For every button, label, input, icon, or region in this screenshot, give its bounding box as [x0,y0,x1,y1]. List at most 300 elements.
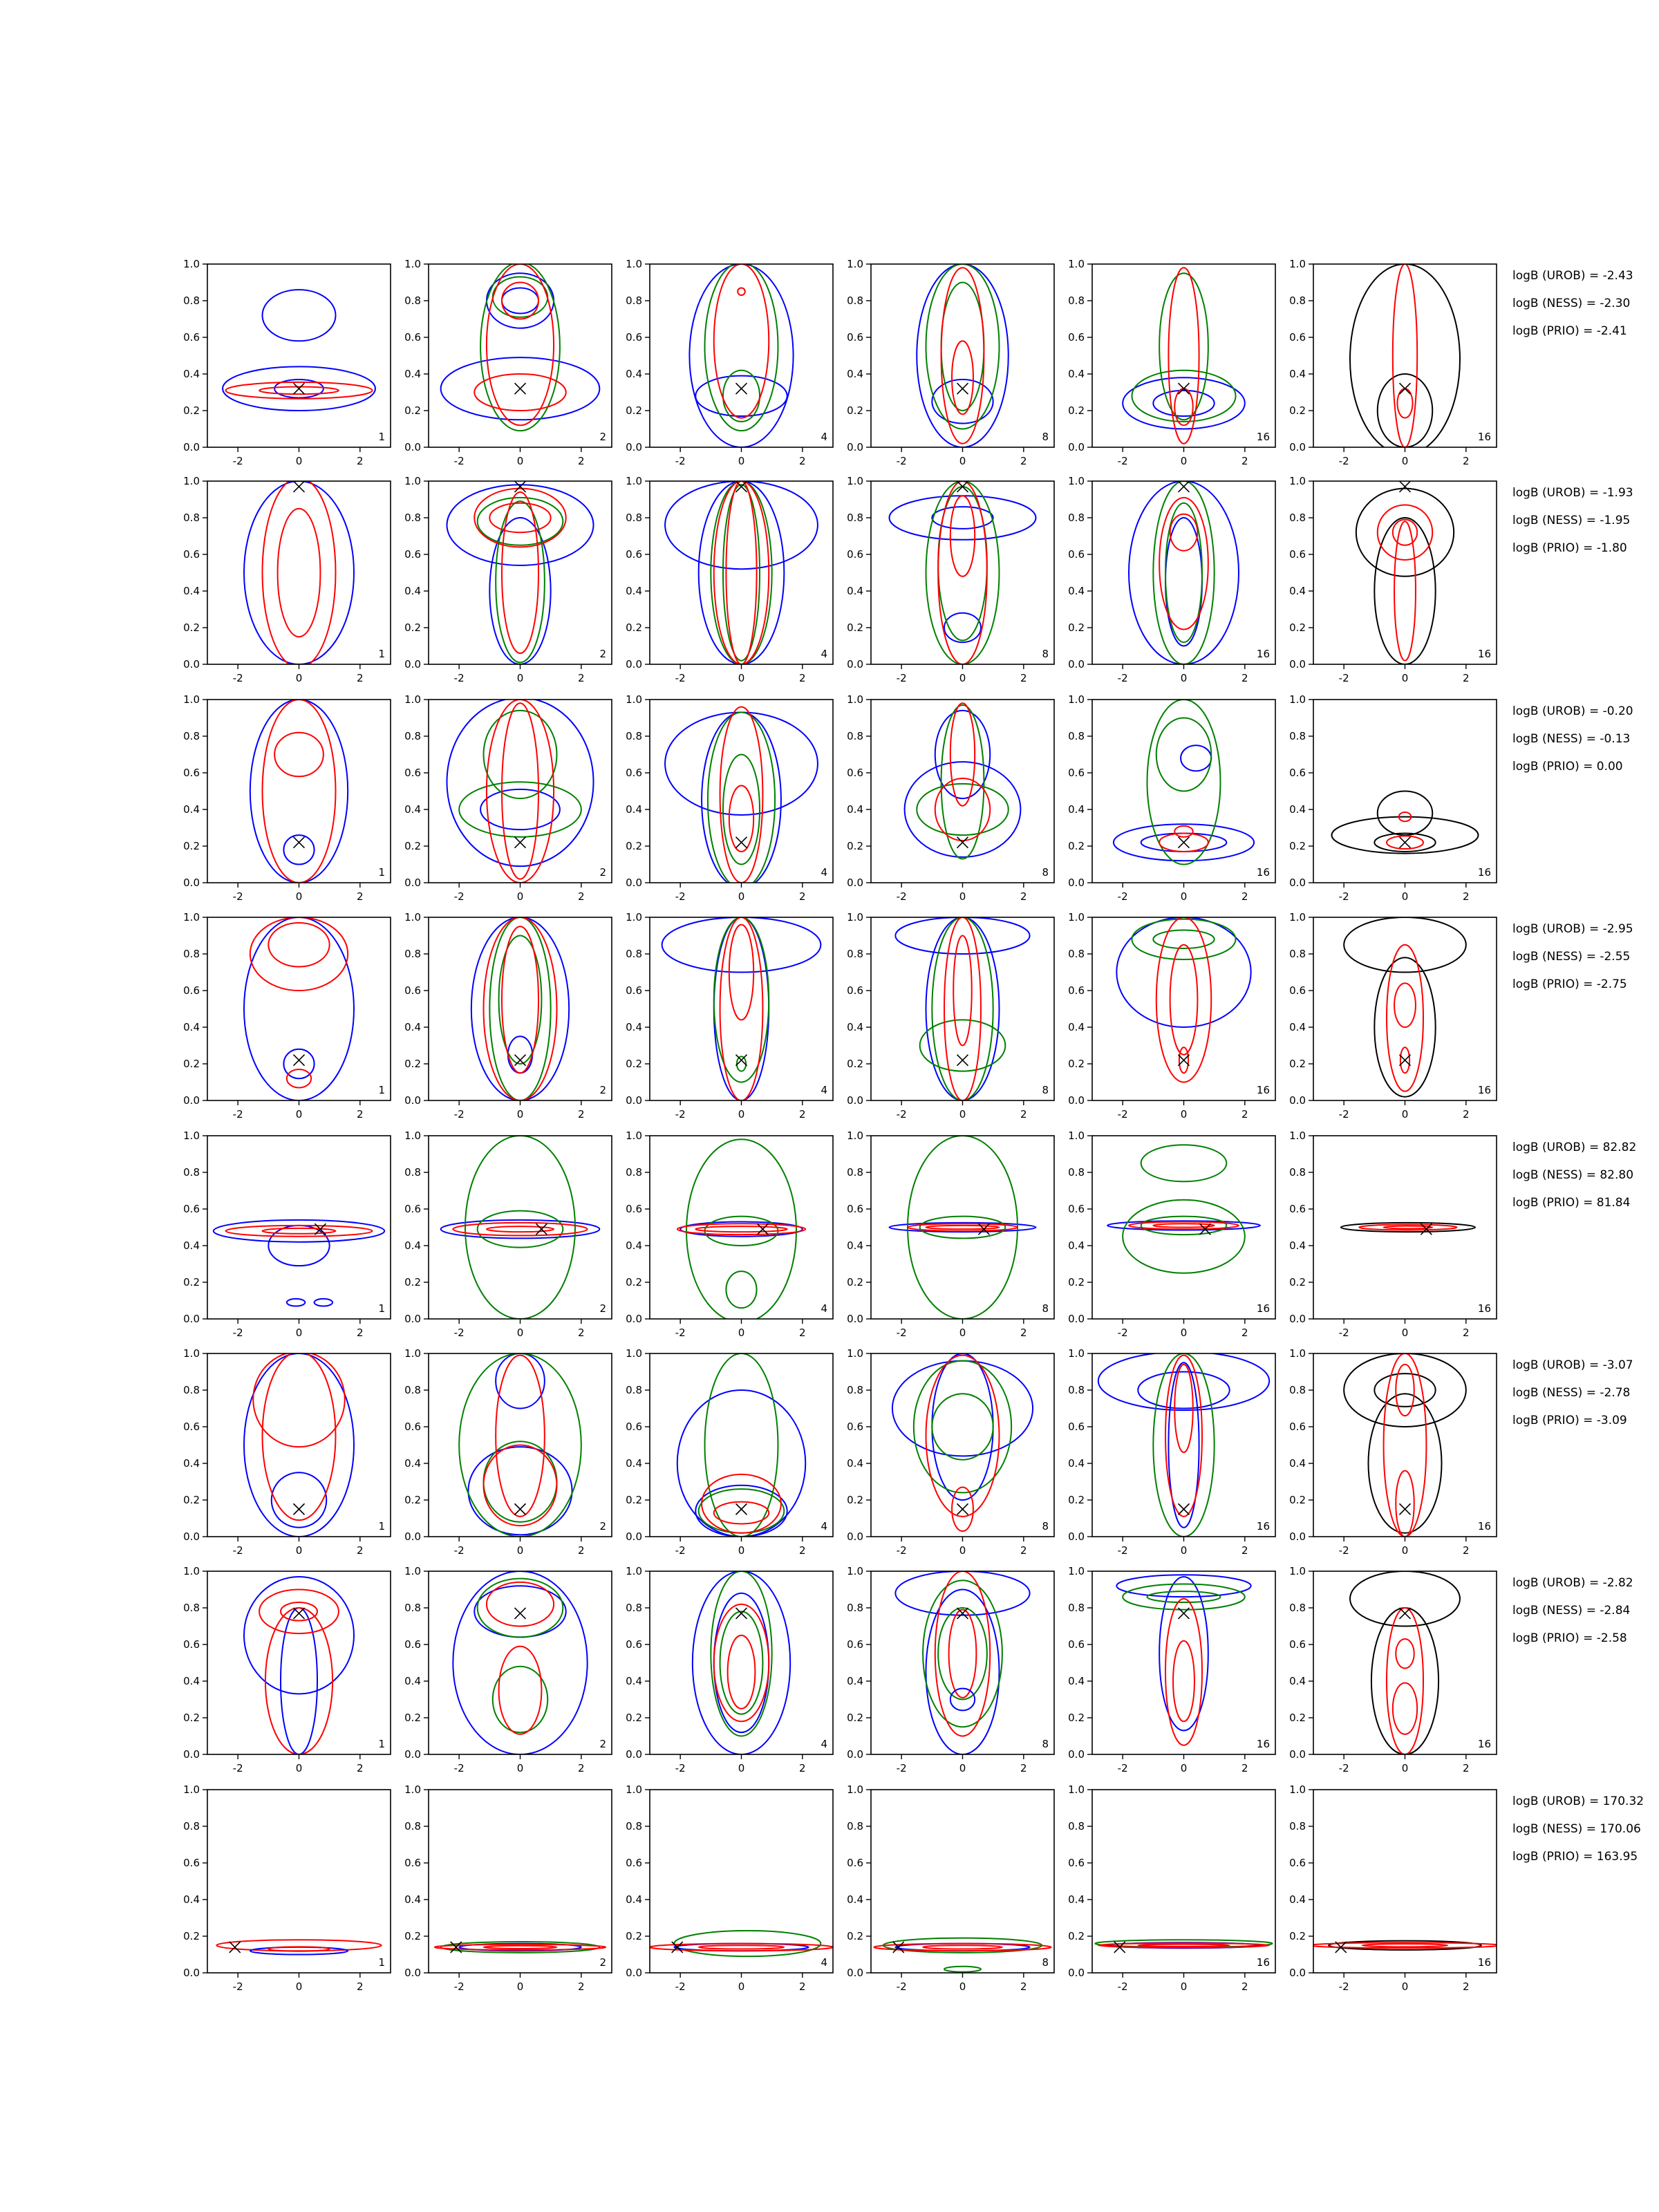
y-tick-label: 0.6 [847,984,863,997]
logb-label-row5: logB (PRIO) = 81.84 [1512,1196,1631,1210]
y-tick-label: 0.4 [1289,1021,1306,1033]
panel-corner-label: 2 [599,1738,606,1750]
y-tick-label: 0.4 [1068,368,1085,380]
y-tick-label: 0.0 [1068,658,1085,671]
y-tick-label: 0.4 [1068,1893,1085,1906]
y-tick-label: 0.4 [183,1675,200,1687]
y-tick-label: 0.2 [1068,1930,1085,1942]
logb-label-row7: logB (NESS) = -2.84 [1512,1604,1631,1618]
x-tick-label: 0 [295,1762,303,1774]
panel-corner-label: 16 [1477,1302,1491,1315]
y-tick-label: 0.0 [1068,1967,1085,1979]
y-tick-label: 1.0 [1068,475,1085,487]
y-tick-label: 0.6 [183,767,200,779]
y-tick-label: 0.8 [1068,730,1085,742]
y-tick-label: 1.0 [1289,1347,1306,1360]
y-tick-label: 0.6 [183,984,200,997]
panel-corner-label: 2 [599,1956,606,1969]
y-tick-label: 0.8 [404,1166,421,1179]
y-tick-label: 0.2 [183,404,200,417]
x-tick-label: 0 [1401,1327,1409,1339]
y-tick-label: 0.6 [626,767,642,779]
y-tick-label: 0.0 [1289,1313,1306,1325]
x-tick-label: 0 [959,672,966,684]
y-tick-label: 1.0 [1289,693,1306,706]
y-tick-label: 0.0 [183,1967,200,1979]
y-tick-label: 0.0 [404,1530,421,1543]
y-tick-label: 0.0 [404,1748,421,1761]
x-tick-label: 0 [516,890,524,903]
panel-corner-label: 2 [599,431,606,443]
x-tick-label: 2 [578,1762,585,1774]
y-tick-label: 0.8 [847,512,863,524]
logb-label-row2: logB (UROB) = -1.93 [1512,486,1633,500]
y-tick-label: 0.0 [847,658,863,671]
y-tick-label: 0.0 [1068,1094,1085,1107]
x-tick-label: -2 [675,1108,686,1121]
y-tick-label: 1.0 [183,1130,200,1142]
y-tick-label: 0.6 [1289,767,1306,779]
y-tick-label: 0.8 [847,1166,863,1179]
y-tick-label: 1.0 [847,911,863,924]
y-tick-label: 0.0 [847,1530,863,1543]
y-tick-label: 0.0 [183,1094,200,1107]
x-tick-label: 0 [1401,672,1409,684]
panel-corner-label: 4 [821,1738,827,1750]
x-tick-label: -2 [1117,1762,1128,1774]
x-tick-label: 2 [578,1980,585,1993]
y-tick-label: 1.0 [1289,1130,1306,1142]
y-tick-label: 0.4 [626,1239,642,1252]
y-tick-label: 0.4 [847,1457,863,1470]
x-tick-label: 2 [1241,672,1248,684]
y-tick-label: 0.6 [1289,984,1306,997]
y-tick-label: 0.8 [626,948,642,960]
x-tick-label: 0 [1401,1108,1409,1121]
y-tick-label: 1.0 [1068,1347,1085,1360]
y-tick-label: 0.6 [1289,1638,1306,1651]
y-tick-label: 0.6 [183,1857,200,1869]
y-tick-label: 0.4 [847,1239,863,1252]
x-tick-label: 0 [295,1108,303,1121]
y-tick-label: 0.0 [183,877,200,889]
y-tick-label: 0.8 [404,294,421,307]
x-tick-label: 2 [1020,1762,1027,1774]
panel-corner-label: 16 [1477,866,1491,879]
panel-corner-label: 8 [1042,648,1049,660]
y-tick-label: 0.8 [1068,1384,1085,1396]
panel-corner-label: 16 [1256,1084,1270,1096]
y-tick-label: 0.6 [847,548,863,561]
logb-label-row8: logB (NESS) = 170.06 [1512,1822,1641,1836]
x-tick-label: 2 [1241,1327,1248,1339]
y-tick-label: 1.0 [1068,1783,1085,1796]
y-tick-label: 0.8 [1068,294,1085,307]
y-tick-label: 0.8 [404,1820,421,1833]
y-tick-label: 0.6 [1068,1203,1085,1215]
y-tick-label: 1.0 [847,258,863,270]
y-tick-label: 1.0 [1289,475,1306,487]
y-tick-label: 1.0 [404,693,421,706]
y-tick-label: 1.0 [183,258,200,270]
x-tick-label: -2 [1117,455,1128,467]
y-tick-label: 0.8 [847,294,863,307]
y-tick-label: 0.8 [1289,1166,1306,1179]
y-tick-label: 0.2 [626,1058,642,1070]
y-tick-label: 0.2 [847,1276,863,1288]
x-tick-label: 2 [1463,1544,1470,1557]
logb-label-row7: logB (PRIO) = -2.58 [1512,1631,1627,1645]
logb-label-row2: logB (PRIO) = -1.80 [1512,541,1627,555]
y-tick-label: 1.0 [1289,1783,1306,1796]
y-tick-label: 1.0 [183,1347,200,1360]
x-tick-label: 2 [799,890,806,903]
x-tick-label: 2 [799,1327,806,1339]
logb-label-row8: logB (UROB) = 170.32 [1512,1794,1644,1808]
x-tick-label: 0 [959,1327,966,1339]
x-tick-label: 0 [1180,1544,1188,1557]
y-tick-label: 0.6 [1289,331,1306,344]
y-tick-label: 0.4 [1289,1239,1306,1252]
x-tick-label: 2 [1463,672,1470,684]
y-tick-label: 1.0 [626,693,642,706]
panel-corner-label: 4 [821,1520,827,1533]
y-tick-label: 0.2 [1068,1276,1085,1288]
y-tick-label: 0.0 [626,1313,642,1325]
y-tick-label: 0.2 [1289,621,1306,634]
x-tick-label: 2 [1463,1327,1470,1339]
y-tick-label: 0.2 [626,1276,642,1288]
y-tick-label: 1.0 [183,1565,200,1577]
y-tick-label: 0.2 [626,840,642,852]
panel-corner-label: 8 [1042,1302,1049,1315]
y-tick-label: 0.8 [183,1820,200,1833]
y-tick-label: 0.2 [1068,1494,1085,1506]
x-tick-label: 0 [516,455,524,467]
y-tick-label: 0.2 [183,1276,200,1288]
y-tick-label: 0.8 [626,1820,642,1833]
y-tick-label: 0.4 [404,803,421,816]
y-tick-label: 1.0 [1068,911,1085,924]
x-tick-label: 2 [578,1544,585,1557]
y-tick-label: 0.6 [1289,1421,1306,1433]
panel-corner-label: 2 [599,648,606,660]
y-tick-label: 0.4 [404,1893,421,1906]
x-tick-label: -2 [1117,1327,1128,1339]
y-tick-label: 0.8 [1289,512,1306,524]
y-tick-label: 0.2 [1068,1712,1085,1724]
x-tick-label: -2 [675,1544,686,1557]
x-tick-label: -2 [1117,1980,1128,1993]
y-tick-label: 0.0 [847,1094,863,1107]
y-tick-label: 0.6 [1068,331,1085,344]
x-tick-label: 0 [1401,1762,1409,1774]
y-tick-label: 0.0 [1289,877,1306,889]
y-tick-label: 0.2 [1068,404,1085,417]
y-tick-label: 1.0 [404,1130,421,1142]
x-tick-label: -2 [675,1980,686,1993]
x-tick-label: -2 [1338,455,1349,467]
y-tick-label: 0.6 [404,767,421,779]
y-tick-label: 0.0 [1068,1313,1085,1325]
x-tick-label: 0 [295,890,303,903]
y-tick-label: 0.2 [404,1712,421,1724]
y-tick-label: 0.4 [404,1239,421,1252]
y-tick-label: 0.4 [404,368,421,380]
x-tick-label: -2 [232,1980,243,1993]
y-tick-label: 0.6 [1289,1203,1306,1215]
y-tick-label: 0.0 [1068,877,1085,889]
x-tick-label: 2 [357,1108,364,1121]
y-tick-label: 0.4 [847,1021,863,1033]
y-tick-label: 0.4 [626,1675,642,1687]
y-tick-label: 0.8 [183,1166,200,1179]
y-tick-label: 0.2 [404,404,421,417]
y-tick-label: 0.2 [1289,1712,1306,1724]
y-tick-label: 0.4 [183,585,200,597]
x-tick-label: 2 [578,455,585,467]
y-tick-label: 1.0 [847,475,863,487]
x-tick-label: 0 [738,455,745,467]
y-tick-label: 0.4 [626,1021,642,1033]
panel-corner-label: 1 [378,1520,385,1533]
x-tick-label: -2 [1338,1544,1349,1557]
y-tick-label: 0.2 [1068,840,1085,852]
x-tick-label: 0 [738,1762,745,1774]
panel-corner-label: 16 [1256,1956,1270,1969]
y-tick-label: 0.2 [183,621,200,634]
logb-label-row1: logB (PRIO) = -2.41 [1512,324,1627,338]
y-tick-label: 1.0 [626,475,642,487]
panel-corner-label: 16 [1477,648,1491,660]
y-tick-label: 1.0 [847,1130,863,1142]
x-tick-label: -2 [453,1108,465,1121]
y-tick-label: 0.6 [1068,1857,1085,1869]
y-tick-label: 0.6 [847,767,863,779]
x-tick-label: -2 [896,1762,907,1774]
y-tick-label: 0.6 [626,1857,642,1869]
y-tick-label: 0.2 [626,1930,642,1942]
y-tick-label: 1.0 [626,911,642,924]
x-tick-label: -2 [1338,672,1349,684]
x-tick-label: -2 [1117,1544,1128,1557]
y-tick-label: 1.0 [1068,693,1085,706]
y-tick-label: 0.4 [626,1457,642,1470]
x-tick-label: 0 [516,1327,524,1339]
y-tick-label: 1.0 [626,1130,642,1142]
panel-corner-label: 16 [1477,1956,1491,1969]
y-tick-label: 0.4 [847,585,863,597]
panel-corner-label: 8 [1042,431,1049,443]
y-tick-label: 1.0 [1068,258,1085,270]
x-tick-label: 0 [1180,1980,1188,1993]
y-tick-label: 0.8 [626,1602,642,1614]
y-tick-label: 0.8 [183,730,200,742]
x-tick-label: 2 [1020,1327,1027,1339]
y-tick-label: 0.6 [847,1203,863,1215]
x-tick-label: 2 [357,1544,364,1557]
y-tick-label: 0.4 [1068,585,1085,597]
y-tick-label: 0.8 [183,948,200,960]
y-tick-label: 0.8 [626,1384,642,1396]
logb-label-row6: logB (NESS) = -2.78 [1512,1386,1631,1400]
y-tick-label: 0.8 [1289,1384,1306,1396]
x-tick-label: 0 [738,1327,745,1339]
x-tick-label: -2 [1117,672,1128,684]
y-tick-label: 0.2 [847,1930,863,1942]
logb-label-row7: logB (UROB) = -2.82 [1512,1576,1633,1590]
y-tick-label: 0.2 [183,1930,200,1942]
y-tick-label: 0.4 [626,585,642,597]
y-tick-label: 0.8 [626,730,642,742]
x-tick-label: 0 [959,1544,966,1557]
x-tick-label: 0 [516,1980,524,1993]
x-tick-label: 2 [357,1762,364,1774]
y-tick-label: 0.0 [1068,1748,1085,1761]
x-tick-label: 2 [1463,890,1470,903]
y-tick-label: 0.0 [1289,1967,1306,1979]
x-tick-label: -2 [1338,890,1349,903]
y-tick-label: 0.6 [1289,548,1306,561]
x-tick-label: 0 [738,1544,745,1557]
y-tick-label: 0.4 [1289,368,1306,380]
y-tick-label: 1.0 [404,475,421,487]
y-tick-label: 1.0 [847,1565,863,1577]
y-tick-label: 0.6 [1068,1421,1085,1433]
panel-corner-label: 16 [1256,866,1270,879]
x-tick-label: 2 [1463,455,1470,467]
y-tick-label: 0.6 [404,1857,421,1869]
y-tick-label: 0.0 [626,1530,642,1543]
y-tick-label: 0.8 [1289,294,1306,307]
x-tick-label: 2 [578,1108,585,1121]
y-tick-label: 0.8 [1289,730,1306,742]
y-tick-label: 0.6 [1289,1857,1306,1869]
y-tick-label: 0.0 [183,1313,200,1325]
y-tick-label: 0.2 [847,404,863,417]
y-tick-label: 0.0 [404,877,421,889]
x-tick-label: -2 [896,455,907,467]
x-tick-label: 2 [1020,1980,1027,1993]
y-tick-label: 0.2 [847,1712,863,1724]
y-tick-label: 0.0 [404,1313,421,1325]
y-tick-label: 0.0 [626,877,642,889]
y-tick-label: 0.4 [1068,803,1085,816]
y-tick-label: 0.8 [626,294,642,307]
x-tick-label: -2 [896,1980,907,1993]
y-tick-label: 0.4 [1289,1675,1306,1687]
x-tick-label: 2 [357,455,364,467]
x-tick-label: 0 [1180,455,1188,467]
x-tick-label: -2 [453,455,465,467]
logb-label-row2: logB (NESS) = -1.95 [1512,514,1631,527]
x-tick-label: 2 [1463,1980,1470,1993]
y-tick-label: 0.6 [404,548,421,561]
x-tick-label: 0 [1401,1980,1409,1993]
y-tick-label: 0.0 [847,1967,863,1979]
y-tick-label: 0.6 [847,1638,863,1651]
x-tick-label: 2 [799,672,806,684]
y-tick-label: 0.0 [183,441,200,453]
panel-corner-label: 4 [821,648,827,660]
panel-corner-label: 1 [378,648,385,660]
y-tick-label: 0.0 [626,1094,642,1107]
x-tick-label: 0 [959,1108,966,1121]
panel-corner-label: 8 [1042,1084,1049,1096]
y-tick-label: 0.2 [847,1494,863,1506]
panel-corner-label: 4 [821,1956,827,1969]
x-tick-label: 0 [1180,672,1188,684]
y-tick-label: 0.6 [404,331,421,344]
logb-label-row3: logB (UROB) = -0.20 [1512,704,1633,718]
y-tick-label: 0.2 [404,621,421,634]
x-tick-label: -2 [232,1544,243,1557]
x-tick-label: 2 [1020,455,1027,467]
panel-corner-label: 1 [378,866,385,879]
y-tick-label: 0.2 [404,1930,421,1942]
y-tick-label: 0.2 [183,840,200,852]
y-tick-label: 0.0 [1068,1530,1085,1543]
y-tick-label: 1.0 [183,693,200,706]
x-tick-label: 0 [1180,1108,1188,1121]
panel-corner-label: 1 [378,1738,385,1750]
y-tick-label: 0.0 [1289,1748,1306,1761]
x-tick-label: -2 [453,1544,465,1557]
x-tick-label: 0 [959,1762,966,1774]
panel-corner-label: 1 [378,1956,385,1969]
x-tick-label: 2 [357,1980,364,1993]
x-tick-label: 2 [799,455,806,467]
y-tick-label: 0.6 [1068,767,1085,779]
x-tick-label: 0 [1401,455,1409,467]
y-tick-label: 0.2 [1289,1930,1306,1942]
y-tick-label: 0.8 [1068,1166,1085,1179]
x-tick-label: 2 [1241,890,1248,903]
y-tick-label: 0.2 [1289,404,1306,417]
y-tick-label: 0.6 [626,1421,642,1433]
y-tick-label: 0.4 [183,1239,200,1252]
x-tick-label: 0 [1180,1762,1188,1774]
y-tick-label: 0.0 [626,1967,642,1979]
y-tick-label: 0.8 [404,948,421,960]
y-tick-label: 1.0 [1289,258,1306,270]
y-tick-label: 0.6 [183,548,200,561]
y-tick-label: 0.0 [404,658,421,671]
x-tick-label: -2 [1117,1108,1128,1121]
y-tick-label: 1.0 [1289,911,1306,924]
y-tick-label: 0.0 [1289,1094,1306,1107]
y-tick-label: 0.2 [404,1058,421,1070]
y-tick-label: 0.4 [847,803,863,816]
x-tick-label: 2 [1020,672,1027,684]
panel-corner-label: 2 [599,1520,606,1533]
y-tick-label: 0.8 [847,1384,863,1396]
panel-corner-label: 16 [1256,1302,1270,1315]
y-tick-label: 0.2 [1289,1058,1306,1070]
panel-corner-label: 8 [1042,1738,1049,1750]
logb-label-row6: logB (PRIO) = -3.09 [1512,1414,1627,1427]
x-tick-label: 2 [578,672,585,684]
y-tick-label: 0.8 [626,1166,642,1179]
x-tick-label: 2 [357,890,364,903]
y-tick-label: 1.0 [847,1783,863,1796]
y-tick-label: 0.4 [626,803,642,816]
y-tick-label: 0.2 [1289,1494,1306,1506]
y-tick-label: 0.6 [183,1421,200,1433]
x-tick-label: 2 [1241,1980,1248,1993]
y-tick-label: 0.8 [404,730,421,742]
panel-corner-label: 8 [1042,1956,1049,1969]
